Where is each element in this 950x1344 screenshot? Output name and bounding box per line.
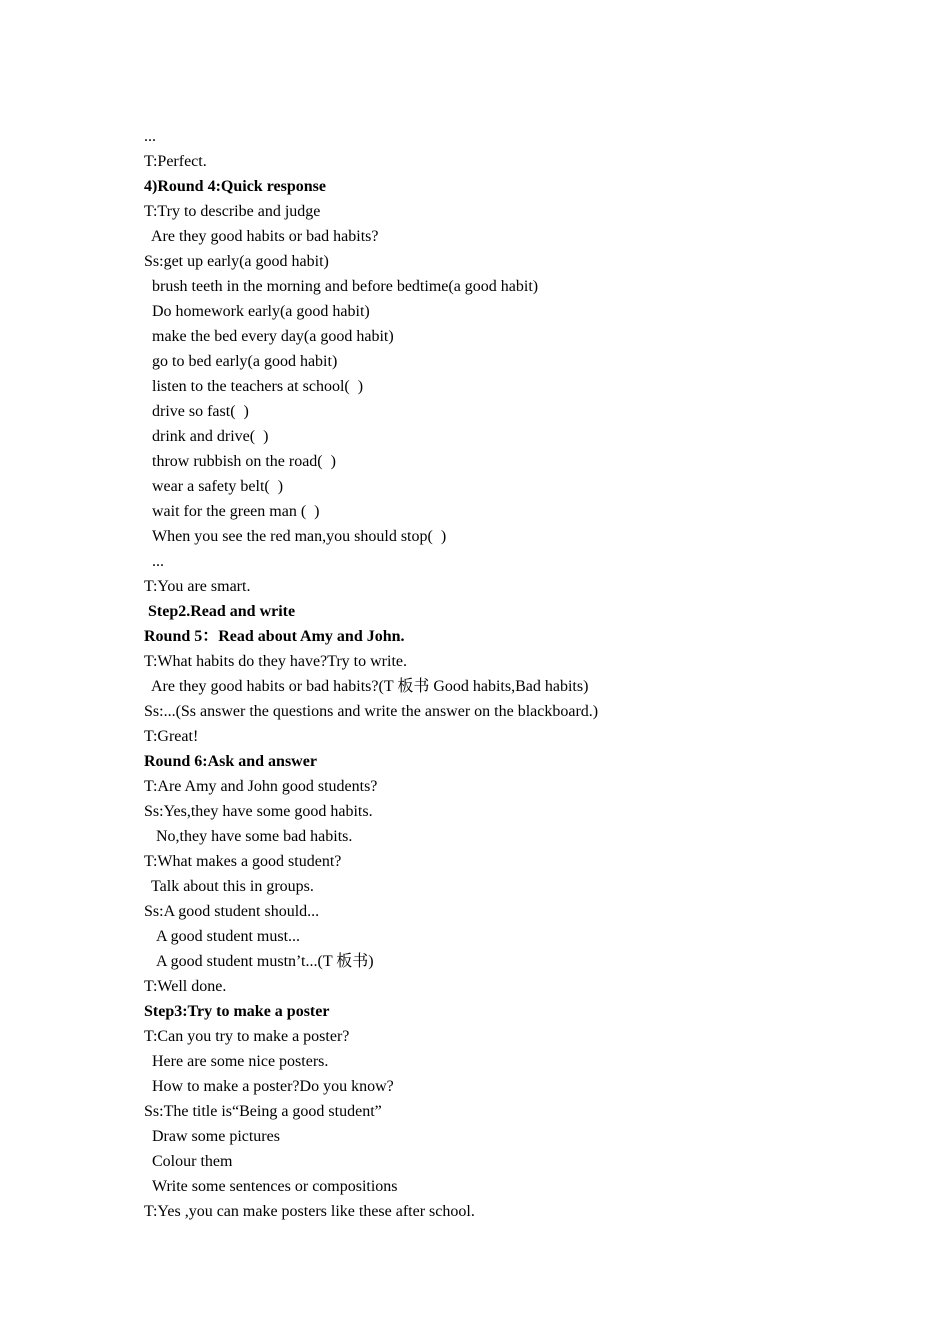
text-line: Colour them [152,1153,233,1170]
section-heading: Step2.Read and write [148,603,296,620]
text-line: Do homework early(a good habit) [152,303,370,320]
text-line: Ss:...(Ss answer the questions and write the answer on the blackboard.) [144,703,599,720]
text-line: Draw some pictures [152,1128,280,1145]
text-line: Are they good habits or bad habits? [151,228,379,245]
text-line: Ss:get up early(a good habit) [144,253,329,270]
text-line: T:Are Amy and John good students? [144,778,378,795]
text-line: go to bed early(a good habit) [152,353,338,370]
text-line: How to make a poster?Do you know? [152,1078,394,1095]
text-line: T:Perfect. [144,153,207,170]
text-line: brush teeth in the morning and before bedtime(a good habit) [152,278,539,295]
text-line: T:Great! [144,728,199,745]
text-line: drive so fast( ) [152,403,249,420]
text-line: T:Well done. [144,978,227,995]
text-line: make the bed every day(a good habit) [152,328,394,345]
section-heading: Round 6:Ask and answer [144,753,317,770]
text-line: Write some sentences or compositions [152,1178,398,1195]
text-line: T:What makes a good student? [144,853,342,870]
text-line: When you see the red man,you should stop( ) [152,528,447,545]
text-line: Ss:Yes,they have some good habits. [144,803,373,820]
section-heading: Round 5：Read about Amy and John. [144,628,405,645]
text-line: A good student mustn’t...(T 板书) [156,953,374,970]
text-line: T:Yes ,you can make posters like these after school. [144,1203,475,1220]
text-line: ... [144,128,156,145]
text-line: ... [152,553,164,570]
text-line: Here are some nice posters. [152,1053,329,1070]
text-line: throw rubbish on the road( ) [152,453,336,470]
text-line: T:You are smart. [144,578,251,595]
text-line: drink and drive( ) [152,428,269,445]
lesson-plan-text [144,124,844,1224]
section-heading: 4)Round 4:Quick response [144,178,326,195]
text-line: Ss:The title is“Being a good student” [144,1103,382,1120]
text-line: A good student must... [156,928,301,945]
text-line: listen to the teachers at school( ) [152,378,364,395]
section-heading: Step3:Try to make a poster [144,1003,330,1020]
text-line: T:Can you try to make a poster? [144,1028,350,1045]
text-line: Talk about this in groups. [151,878,314,895]
text-line: T:What habits do they have?Try to write. [144,653,407,670]
text-line: No,they have some bad habits. [156,828,353,845]
text-line: T:Try to describe and judge [144,203,321,220]
text-line: wear a safety belt( ) [152,478,284,495]
text-line: Ss:A good student should... [144,903,320,920]
text-line: Are they good habits or bad habits?(T 板书 Good habits,Bad habits) [151,678,589,695]
text-line: wait for the green man ( ) [152,503,320,520]
